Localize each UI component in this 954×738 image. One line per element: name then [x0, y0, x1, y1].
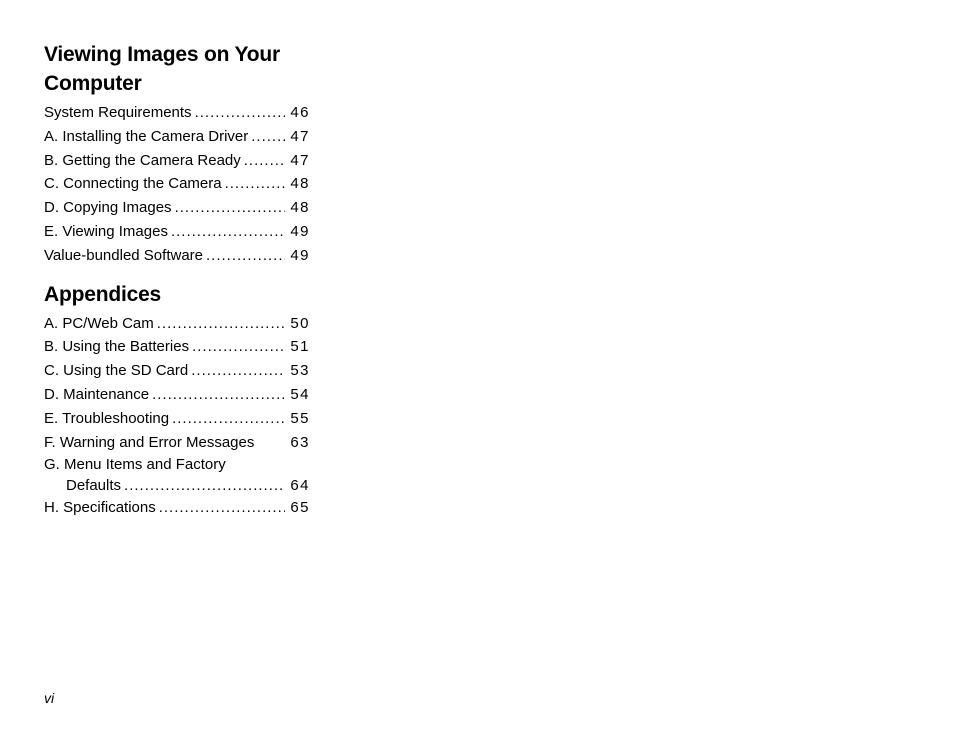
- toc-entry-page: 54: [290, 385, 310, 403]
- toc-entry-page: 46: [290, 104, 310, 121]
- dot-leader: [172, 407, 285, 431]
- toc-entry-label: E. Troubleshooting: [44, 409, 170, 427]
- page-number: vi: [44, 690, 55, 706]
- toc-entry-warning-error-messages[interactable]: [44, 431, 310, 455]
- toc-entry-using-sd-card[interactable]: [44, 359, 310, 383]
- toc-entry-label: B. Using the Batteries: [44, 338, 190, 356]
- dot-leader: [191, 359, 285, 383]
- toc-entry-label: D. Copying Images: [44, 199, 172, 217]
- toc-entry-label: H. Specifications: [44, 499, 156, 517]
- section-entries-viewing-images: [44, 101, 310, 268]
- toc-entry-installing-camera-driver[interactable]: [44, 125, 310, 149]
- toc-entry-page: 63: [290, 433, 310, 451]
- toc-entry-label: B. Getting the Camera Ready: [44, 151, 241, 169]
- toc-entry-label: D. Maintenance: [44, 385, 150, 403]
- toc-entry-page: 47: [290, 151, 310, 169]
- toc-entry-page: 53: [290, 362, 310, 380]
- toc-entry-page: 47: [290, 127, 310, 145]
- section-title-viewing-images: Viewing Images on Your Computer: [44, 43, 280, 95]
- toc-entry-label: Value-bundled Software: [44, 246, 203, 264]
- toc-entry-page: 65: [290, 499, 310, 517]
- toc-entry-page: 55: [290, 409, 310, 427]
- toc-entry-getting-camera-ready[interactable]: [44, 149, 310, 173]
- toc-entry-label: F. Warning and Error Messages: [44, 433, 255, 451]
- dot-leader: [251, 125, 285, 149]
- dot-leader: [206, 244, 285, 268]
- toc-entry-continuation-line: [44, 475, 310, 496]
- toc-entry-label: C. Connecting the Camera: [44, 175, 222, 193]
- dot-leader: [157, 312, 285, 336]
- dot-leader: [171, 220, 285, 244]
- toc-entry-menu-items-factory-defaults[interactable]: [44, 454, 310, 496]
- table-of-contents: [44, 40, 310, 520]
- toc-entry-specifications[interactable]: [44, 496, 310, 520]
- toc-entry-page: 50: [290, 314, 310, 332]
- toc-entry-page: 49: [290, 222, 310, 240]
- toc-entry-system-requirements[interactable]: [44, 101, 310, 125]
- toc-entry-label: E. Viewing Images: [44, 222, 168, 240]
- toc-entry-value-bundled-software[interactable]: [44, 244, 310, 268]
- toc-entry-label: A. PC/Web Cam: [44, 314, 154, 332]
- section-entries-appendices: [44, 312, 310, 521]
- toc-entry-maintenance[interactable]: [44, 383, 310, 407]
- toc-entry-label: G. Menu Items and Factory: [44, 456, 226, 474]
- toc-entry-viewing-images[interactable]: [44, 220, 310, 244]
- toc-entry-label: C. Using the SD Card: [44, 362, 189, 380]
- toc-entry-label-continuation: Defaults: [66, 477, 122, 495]
- toc-entry-connecting-camera[interactable]: [44, 172, 310, 196]
- toc-entry-page: 49: [290, 246, 310, 264]
- dot-leader: [195, 101, 285, 125]
- dot-leader: [152, 383, 285, 407]
- toc-entry-page: 64: [290, 477, 310, 495]
- toc-entry-pc-web-cam[interactable]: [44, 312, 310, 336]
- toc-entry-label: A. Installing the Camera Driver: [44, 127, 249, 145]
- dot-leader: [159, 496, 285, 520]
- dot-leader: [225, 172, 285, 196]
- toc-entry-copying-images[interactable]: [44, 196, 310, 220]
- dot-leader: [124, 475, 285, 496]
- toc-entry-troubleshooting[interactable]: [44, 407, 310, 431]
- section-title-appendices: Appendices: [44, 282, 162, 306]
- dot-leader: [244, 149, 285, 173]
- toc-entry-page: 48: [290, 199, 310, 217]
- toc-entry-page: 51: [290, 338, 310, 356]
- dot-leader: [192, 335, 285, 359]
- toc-entry-using-batteries[interactable]: [44, 335, 310, 359]
- toc-entry-page: 48: [290, 175, 310, 193]
- toc-entry-label: System Requirements: [44, 104, 192, 121]
- dot-leader: [175, 196, 285, 220]
